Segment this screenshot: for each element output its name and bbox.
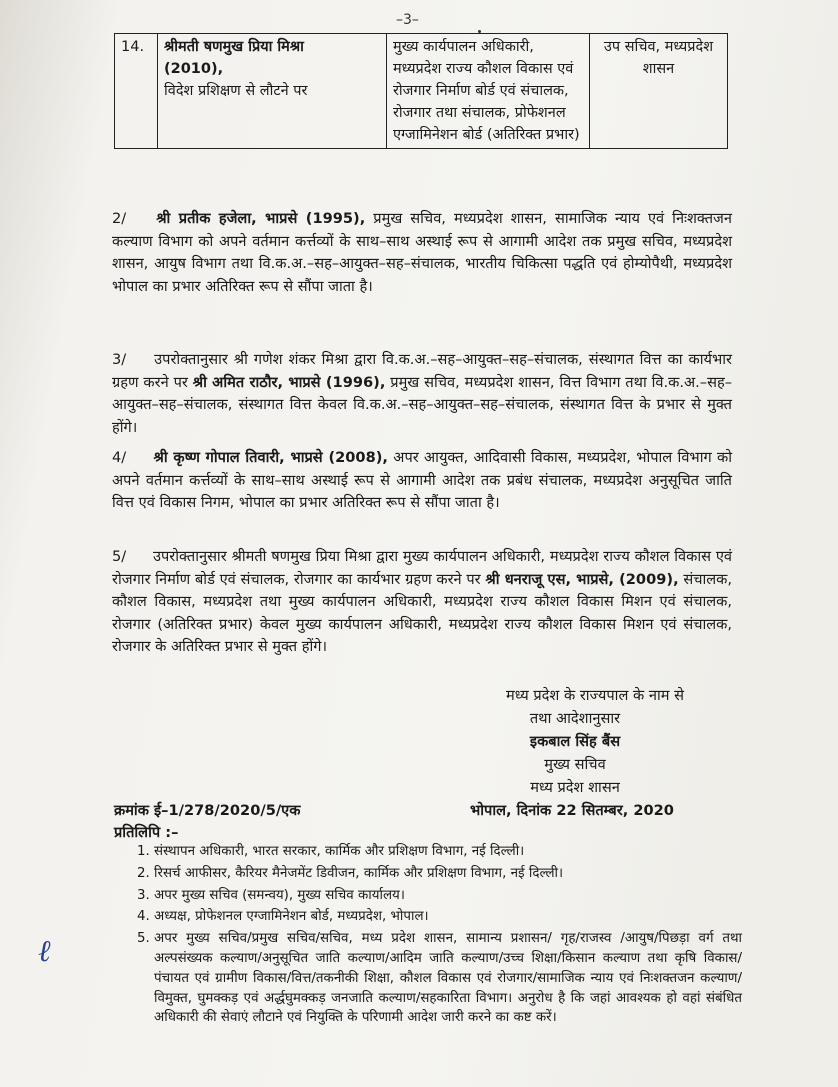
officer-name: श्री धनराजू एस, भाप्रसे, (2009), bbox=[485, 570, 679, 588]
page-number: –3– bbox=[396, 12, 419, 28]
ink-dot-icon bbox=[478, 30, 481, 33]
paragraph-text: प्रमुख सचिव, मध्यप्रदेश शासन, सामाजिक न्याय एवं निःशक्तजन कल्याण विभाग को अपने वर्तमान कर्त्तव्यों के साथ–साथ अस्थाई रूप से आगामी आदेश तक प्रमुख सचिव, मध्यप्रदेश शासन, आयुष विभाग तथा वि.क.अ.–सह–आयुक्त–सह–संचालक, भारतीय चिकित्सा पद्धति एवं होम्योपैथी, मध्यप्रदेश भोपाल का प्रभार अतिरिक्त रूप से सौंपा जाता है। bbox=[112, 210, 732, 295]
rank-cell: उप सचिव, मध्यप्रदेश शासन bbox=[590, 34, 728, 149]
list-item: 2. रिसर्च आफीसर, कैरियर मैनेजमेंट डिवीजन, कार्मिक और प्रशिक्षण विभाग, नई दिल्ली। bbox=[154, 864, 742, 884]
handwritten-margin-mark-icon: ℓ bbox=[38, 934, 51, 969]
reference-number: क्रमांक ई–1/278/2020/5/एक bbox=[114, 802, 301, 819]
list-item: 4. अध्यक्ष, प्रोफेशनल एग्जामिनेशन बोर्ड, मध्यप्रदेश, भोपाल। bbox=[154, 907, 742, 927]
paragraph-text: संचालक, कौशल विकास, मध्यप्रदेश तथा मुख्य कार्यपालन अधिकारी, मध्यप्रदेश राज्य कौशल विकास मिशन एवं संचालक, रोजगार (अतिरिक्त प्रभार) केवल मुख्य कार्यपालन अधिकारी, मध्यप्रदेश राज्य कौशल विकास मिशन एवं संचालक, रोजगार के अतिरिक्त प्रभार से मुक्त होंगे। bbox=[112, 570, 733, 656]
officer-name: श्रीमती षणमुख प्रिया मिश्रा bbox=[164, 39, 304, 55]
reference-place-date: भोपाल, दिनांक 22 सितम्बर, 2020 bbox=[470, 802, 674, 819]
officer-status: विदेश प्रशिक्षण से लौटने पर bbox=[164, 83, 308, 99]
new-posting-cell: मुख्य कार्यपालन अधिकारी, मध्यप्रदेश राज्य कौशल विकास एवं रोजगार निर्माण बोर्ड एवं संचालक, रोजगार तथा संचालक, प्रोफेशनल एग्जामिनेशन बोर्ड (अतिरिक्त प्रभार) bbox=[387, 34, 590, 149]
serial-cell: 14. bbox=[115, 34, 158, 149]
posting-table bbox=[114, 33, 728, 149]
paragraph-3: 3/ उपरोक्तानुसार श्री गणेश शंकर मिश्रा द्वारा वि.क.अ.–सह–आयुक्त–सह–संचालक, संस्थागत वित्त का कार्यभार ग्रहण करने पर श्री अमित राठौर, भाप्रसे (1996), प्रमुख सचिव, मध्यप्रदेश शासन, वित्त विभाग तथा वि.क.अ.–सह–आयुक्त–सह–संचालक, संस्थागत वित्त केवल वि.क.अ.–सह–आयुक्त–सह–संचालक, संस्थागत वित्त के प्रभार से मुक्त होंगे। bbox=[112, 351, 732, 436]
officer-name: श्री प्रतीक हजेला, भाप्रसे (1995), bbox=[156, 210, 366, 227]
paragraph-5: 5/ उपरोक्तानुसार श्रीमती षणमुख प्रिया मिश्रा द्वारा मुख्य कार्यपालन अधिकारी, मध्यप्रदेश राज्य कौशल विकास एवं रोजगार निर्माण बोर्ड एवं संचालक, रोजगार का कार्यभार ग्रहण करने पर श्री धनराजू एस, भाप्रसे, (2009), संचालक, कौशल विकास, मध्यप्रदेश तथा मुख्य कार्यपालन अधिकारी, मध्यप्रदेश राज्य कौशल विकास मिशन एवं संचालक, रोजगार (अतिरिक्त प्रभार) केवल मुख्य कार्यपालन अधिकारी, मध्यप्रदेश राज्य कौशल विकास मिशन एवं संचालक, रोजगार के अतिरिक्त प्रभार से मुक्त होंगे। bbox=[112, 548, 733, 656]
paragraph-4: 4/ श्री कृष्ण गोपाल तिवारी, भाप्रसे (2008), अपर आयुक्त, आदिवासी विकास, मध्यप्रदेश, भोपाल विभाग को अपने वर्तमान कर्त्तव्यों के साथ–साथ अस्थाई रूप से आगामी आदेश तक प्रबंध संचालक, मध्यप्रदेश अनुसूचित जाति वित्त एवं विकास निगम, भोपाल का प्रभार अतिरिक्त रूप से सौंपा जाता है। bbox=[112, 449, 733, 512]
paragraph-text: उपरोक्तानुसार श्रीमती षणमुख प्रिया मिश्रा द्वारा मुख्य कार्यपालन अधिकारी, मध्यप्रदेश राज्य कौशल विकास एवं रोजगार निर्माण बोर्ड एवं संचालक, रोजगार का कार्यभार ग्रहण करने पर bbox=[112, 548, 733, 588]
paragraph-text: उपरोक्तानुसार श्री गणेश शंकर मिश्रा द्वारा वि.क.अ.–सह–आयुक्त–सह–संचालक, संस्थागत वित्त का कार्यभार ग्रहण करने पर bbox=[112, 351, 732, 391]
list-item: 5. अपर मुख्य सचिव/प्रमुख सचिव/सचिव, मध्य प्रदेश शासन, सामान्य प्रशासन/ गृह/राजस्व /आयुष/पिछड़ा वर्ग तथा अल्पसंख्यक कल्याण/अनुसूचित जाति कल्याण/आदिम जाति कल्याण/उच्च शिक्षा/किसान कल्याण तथा कृषि विकास/पंचायत एवं ग्रामीण विकास/वित्त/तकनीकी शिक्षा, कौशल विकास एवं रोजगार/सामाजिक न्याय एवं निःशक्तजन कल्याण/विमुक्त, घुमक्कड़ एवं अर्द्धघुमक्कड़ जनजाति कल्याण/सहकारिता विभाग। अनुरोध है कि जहां आवश्यक हो वहां संबंधित अधिकारी की सेवाएं लौटाने एवं नियुक्ति के परिणामी आदेश जारी करने का कष्ट करें। bbox=[154, 929, 742, 1028]
paragraph-text: अपर आयुक्त, आदिवासी विकास, मध्यप्रदेश, भोपाल विभाग को अपने वर्तमान कर्त्तव्यों के साथ–साथ अस्थाई रूप से आगामी आदेश तक प्रबंध संचालक, मध्यप्रदेश अनुसूचित जाति वित्त एवं विकास निगम, भोपाल का प्रभार अतिरिक्त रूप से सौंपा जाता है। bbox=[112, 449, 733, 512]
officer-batch: (2010), bbox=[164, 61, 224, 77]
paragraph-2: 2/ श्री प्रतीक हजेला, भाप्रसे (1995), प्रमुख सचिव, मध्यप्रदेश शासन, सामाजिक न्याय एवं निःशक्तजन कल्याण विभाग को अपने वर्तमान कर्त्तव्यों के साथ–साथ अस्थाई रूप से आगामी आदेश तक प्रमुख सचिव, मध्यप्रदेश शासन, आयुष विभाग तथा वि.क.अ.–सह–आयुक्त–सह–संचालक, भारतीय चिकित्सा पद्धति एवं होम्योपैथी, मध्यप्रदेश भोपाल का प्रभार अतिरिक्त रूप से सौंपा जाता है। bbox=[112, 210, 732, 295]
officer-cell bbox=[158, 34, 387, 149]
officer-name: श्री कृष्ण गोपाल तिवारी, भाप्रसे (2008), bbox=[153, 449, 388, 466]
copy-list bbox=[128, 842, 742, 1030]
signature-line-1: मध्य प्रदेश के राज्यपाल के नाम से bbox=[506, 687, 684, 704]
table-row bbox=[115, 34, 728, 149]
list-item: 3. अपर मुख्य सचिव (समन्वय), मुख्य सचिव कार्यालय। bbox=[154, 886, 742, 906]
signatory-office: मध्य प्रदेश शासन bbox=[530, 779, 620, 796]
signatory-name: इकबाल सिंह बैंस bbox=[529, 733, 621, 750]
signature-line-2: तथा आदेशानुसार bbox=[529, 710, 621, 727]
officer-name: श्री अमित राठौर, भाप्रसे (1996), bbox=[192, 373, 386, 391]
signatory-designation: मुख्य सचिव bbox=[544, 756, 606, 773]
paragraph-text: प्रमुख सचिव, मध्यप्रदेश शासन, वित्त विभाग तथा वि.क.अ.–सह–आयुक्त–सह–संचालक, संस्थागत वित्त केवल वि.क.अ.–सह–आयुक्त–सह–संचालक, संस्थागत वित्त के प्रभार से मुक्त होंगे। bbox=[112, 373, 732, 436]
copy-heading: प्रतिलिपि :– bbox=[114, 824, 179, 841]
list-item: 1. संस्थापन अधिकारी, भारत सरकार, कार्मिक और प्रशिक्षण विभाग, नई दिल्ली। bbox=[154, 842, 742, 862]
